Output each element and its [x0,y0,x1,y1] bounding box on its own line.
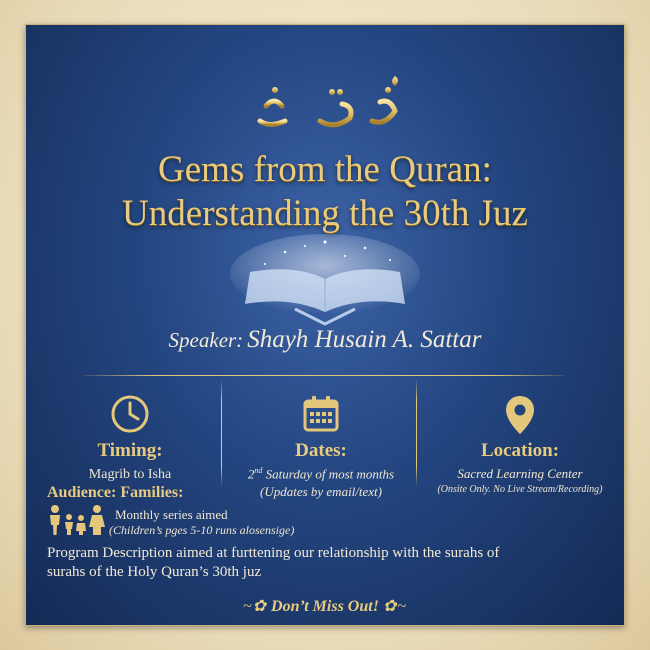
title-line-1: Gems from the Quran: [158,149,492,190]
description-line-2: surahs of the Holy Quran’s 30th juz [47,564,262,580]
location-heading: Location: [480,440,560,461]
sparkle-icon [623,624,625,626]
event-title [25,148,625,236]
cta-text: Don’t Miss Out! [271,598,379,615]
ornament-right: ✿~ [382,598,407,615]
speaker-label: Speaker: [168,328,244,352]
calendar-icon [301,394,341,438]
family-icon [47,504,107,540]
section-divider [82,375,566,376]
description-line-1: Program Description aimed at furttening our relationship with the surahs of [47,545,500,561]
location-line-2: (Onsite Only. No Live Stream/Recording) [437,484,603,495]
column-divider [221,379,222,487]
dates-line-1-text: Saturday of most months [262,466,395,482]
dates-heading: Dates: [295,440,347,461]
column-divider [416,379,417,487]
audience-line-2: (Children’s pges 5-10 runs alosensige) [109,523,295,537]
timing-value: Magrib to Isha [88,467,172,482]
arabic-calligraphy-logo [230,66,420,136]
open-book-icon [225,234,425,329]
title-line-2: Understanding the 30th Juz [122,193,528,234]
dates-ordinal-number: 2 [247,466,255,482]
clock-icon [110,394,150,438]
audience-line-1: Monthly series aimed [115,507,228,522]
dates-line-2: (Updates by email/text) [259,484,382,499]
speaker-line [25,326,625,354]
location-line-1: Sacred Learning Center [457,466,583,481]
dates-ordinal-suffix: nd [254,466,263,475]
timing-heading: Timing: [97,440,163,461]
map-pin-icon [504,394,536,440]
ornament-left: ~✿ [242,598,268,615]
program-description [47,544,587,582]
audience-heading: Audience: Families: [47,484,184,501]
call-to-action [25,596,625,616]
flyer-card [25,24,625,626]
speaker-name: Shayh Husain A. Sattar [247,326,482,353]
dates-line-1 [225,466,417,482]
